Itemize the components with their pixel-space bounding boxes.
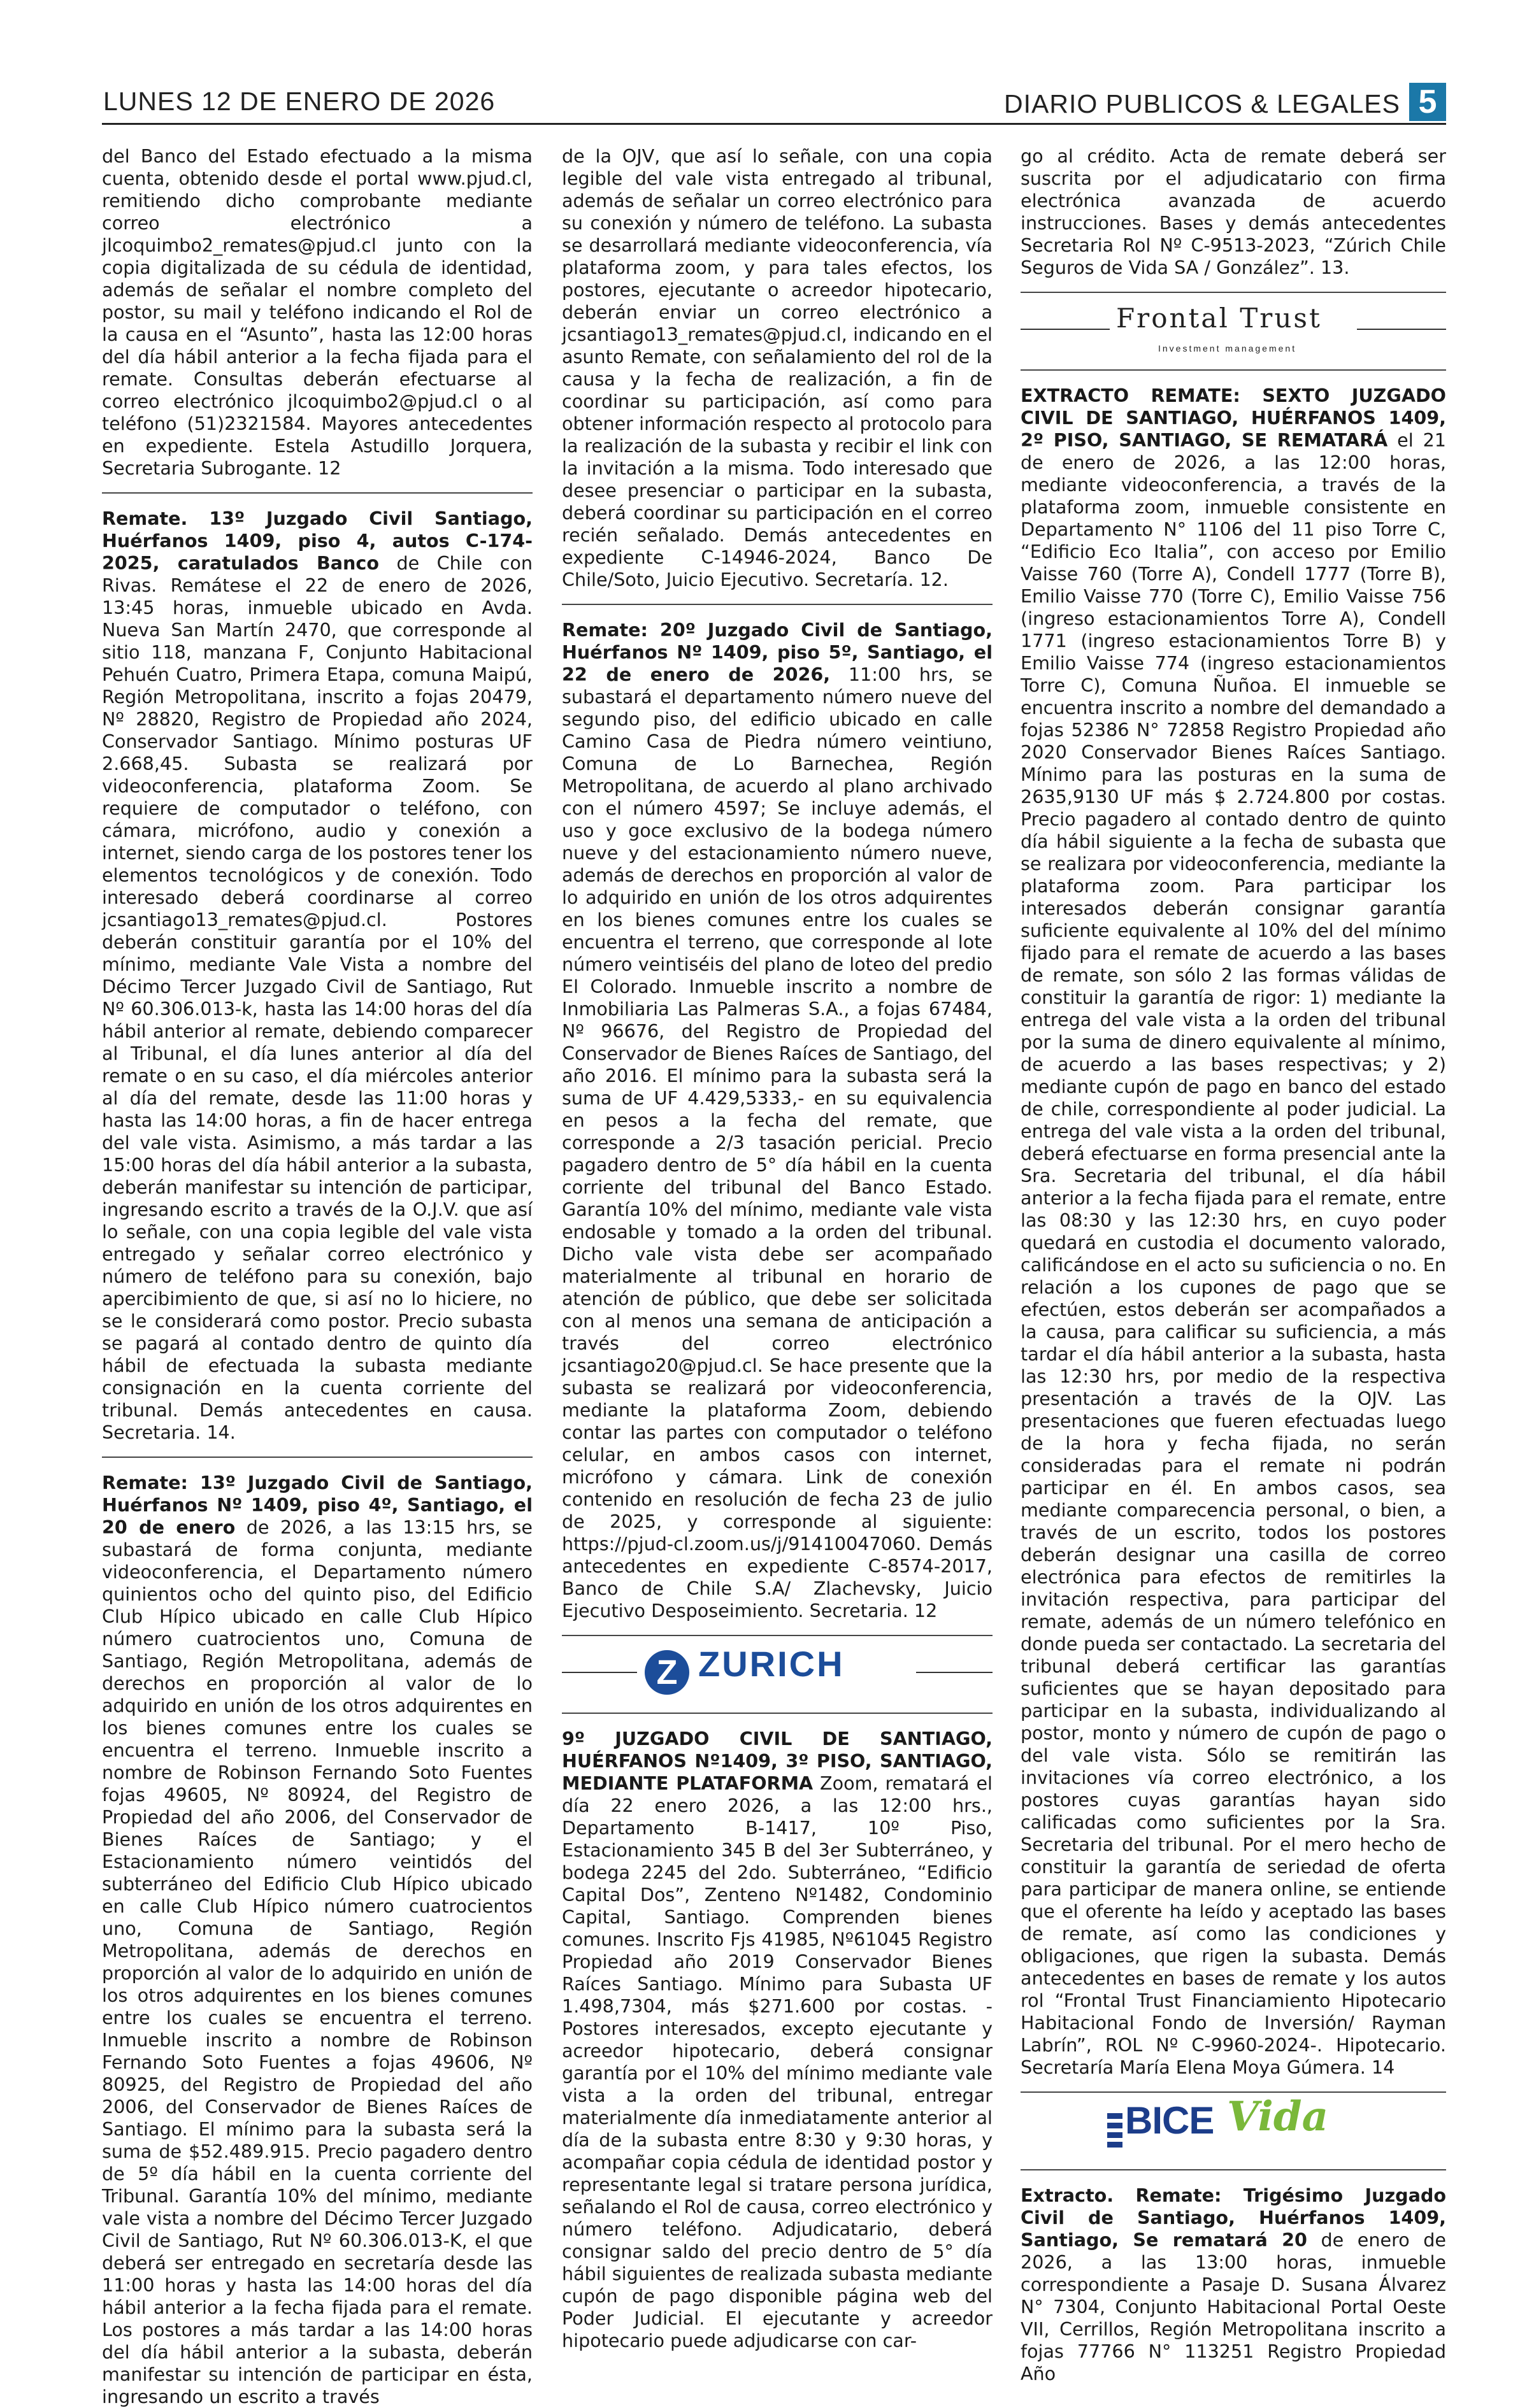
notice-body: 11:00 hrs, se subastará el departamento número nueve del segundo piso, del edificio ubicado en calle Camino Casa de Piedra número veintiuno, Comuna de Lo Barnechea, Región Metropolitana, de acuerdo al plano archivado con el número 4597; Se incluye además, el uso y goce exclusivo de la bodega número nueve y del estacionamiento número nueve, además de derechos en proporción al valor de lo adquirido en unión de los otros adquirentes en los bienes comunes entre los cuales se encuentra el terreno, que corresponde al lote número veintiséis del plano de loteo del predio El Colorado. Inmueble inscrito a nombre de Inmobiliaria Las Palmeras S.A., a fojas 67484, Nº 96676, del Registro de Propiedad del Conservador de Bienes Raíces de Santiago, del año 2016. El mínimo para la subasta será la suma de UF 4.429,5333,- en su equivalencia en pesos a la fecha del remate, que corresponde a 2/3 tasación pericial. Precio pagadero dentro de 5° día hábil en la cuenta corriente del tribunal del Banco Estado. Garantía 10% del mínimo, mediante vale vista endosable y tomado a la orden del tribunal. Dicho vale vista debe ser acompañado materialmente al tribunal en horario de atención de público, que debe ser solicitada con al menos una semana de anticipación a través del correo electrónico jcsantiago20@pjud.cl. Se hace presente que la subasta se realizará por videoconferencia, mediante la plataforma Zoom, debiendo contar las partes con computador o teléfono celular, en ambos casos con internet, micrófono y cámara. Link de conexión contenido en resolución de fecha 23 de julio de 2025, y corresponde al siguiente: https://pjud-cl.zoom.us/j/91410047060. Demás antecedentes en expediente C-8574-2017, Banco de Chile S.A/ Zlachevsky, Juicio Ejecutivo Desposeimiento. Secretaria. 12	[562, 664, 993, 1621]
notice	[1021, 2184, 1446, 2385]
publication-title: DIARIO PUBLICOS & LEGALES	[1004, 89, 1400, 118]
notice-body: Zoom, rematará el día 22 enero 2026, a las 12:00 hrs., Departamento B-1417, 10º Piso, Estacionamiento 345 B del 3er Subterráneo, y bodega 2245 del 2do. Subterráneo, “Edificio Capital Dos”, Zenteno Nº1482, Condominio Capital, Santiago. Comprenden bienes comunes. Inscrito Fjs 41985, Nº61045 Registro Propiedad año 2019 Conservador Bienes Raíces Santiago. Mínimo para Subasta UF 1.498,7304, más $271.600 por costas. -Postores interesados, excepto ejecutante y acreedor hipotecario, deberá consignar garantía por el 10% del mínimo mediante vale vista a la orden del tribunal, entregar materialmente día inmediatamente anterior al día de la subasta entre 8:30 y 9:30 horas, y acompañar copia cédula de identidad postor y representante legal si tratare persona jurídica, señalando el Rol de causa, correo electrónico y número teléfono. Adjudicatario, deberá consignar saldo del precio dentro de 5° día hábil siguientes de realizada subasta mediante cupón de pago disponible página web del Poder Judicial. El ejecutante y acreedor hipotecario puede adjudicarse con car-	[562, 1772, 993, 2351]
notice	[562, 619, 993, 1622]
notice-separator	[102, 492, 533, 494]
logo-rule-right	[1357, 329, 1446, 330]
notice-body: de Chile con Rivas. Remátese el 22 de enero de 2026, 13:45 horas, inmueble ubicado en Avda. Nueva San Martín 2470, que corresponde al sitio 118, manzana F, Conjunto Habitacional Pehuén Cuatro, Primera Etapa, comuna Maipú, Región Metropolitana, inscrito a fojas 20479, Nº 28820, Registro de Propiedad año 2024, Conservador Santiago. Mínimo posturas UF 2.668,45. Subasta se realizará por videoconferencia, plataforma Zoom. Se requiere de computador o teléfono, con cámara, micrófono, audio y conexión a internet, siendo carga de los postores tener los elementos tecnológicos y de conexión. Todo interesado deberá coordinarse al correo jcsantiago13_remates@pjud.cl. Postores deberán constituir garantía por el 10% del mínimo, mediante Vale Vista a nombre del Décimo Tercer Juzgado Civil de Santiago, Rut Nº 60.306.013-k, hasta las 14:00 horas del día hábil anterior al remate, debiendo comparecer al Tribunal, el día lunes anterior al día del remate o en su caso, el día miércoles anterior al día del remate, desde las 11:00 horas y hasta las 14:00 horas, a fin de hacer entrega del vale vista. Asimismo, a más tardar a las 15:00 horas del día hábil anterior a la subasta, deberán manifestar su intención de participar, ingresando escrito a través de la O.J.V. que así lo señale, con una copia legible del vale vista entregado y señalar correo electrónico y número de teléfono para su conexión, bajo apercibimiento de que, si así no lo hiciere, no se le considerará como postor. Precio subasta se pagará al contado dentro de quinto día hábil de efectuada la subasta mediante consignación en la cuenta corriente del tribunal. Demás antecedentes en causa. Secretaria. 14.	[102, 552, 533, 1443]
notice-heading: 9º JUZGADO CIVIL DE SANTIAGO, HUÉRFANOS Nº1409, 3º PISO, SANTIAGO, MEDIANTE PLATAFORMA	[562, 1728, 993, 1794]
notice-body: el 21 de enero de 2026, a las 12:00 horas, mediante videoconferencia, a través de la plataforma zoom, inmueble consistente en Departamento N° 1106 del 11 piso Torre C, “Edificio Eco Italia”, con acceso por Emilio Vaisse 760 (Torre A), Condell 1777 (Torre B), Emilio Vaisse 770 (Torre C), Emilio Vaisse 756 (ingreso estacionamientos Torre A), Condell 1771 (ingreso estacionamientos Torre B) y Emilio Vaisse 774 (ingreso estacionamientos Torre C), Comuna Ñuñoa. El inmueble se encuentra inscrito a nombre del demandado a fojas 52386 N° 72858 Registro Propiedad año 2020 Conservador Bienes Raíces Santiago. Mínimo para las posturas en la suma de 2635,9130 UF más $ 2.724.800 por costas. Precio pagadero al contado dentro de quinto día hábil siguiente a la fecha de subasta que se realizara por videoconferencia, mediante la plataforma zoom. Para participar los interesados deberán consignar garantía suficiente equivalente al 10% del del mínimo fijado para el remate de acuerdo a las bases de remate, son sólo 2 las formas válidas de constituir la garantía de rigor: 1) mediante la entrega del vale vista a la orden del tribunal por la suma de dinero equivalente al mínimo, de acuerdo a las bases respectivas; y 2) mediante cupón de pago en banco del estado de chile, correspondiente al poder judicial. La entrega del vale vista a la orden del tribunal, deberá efectuarse en forma presencial ante la Sra. Secretaria del tribunal, el día hábil anterior a la fecha fijada para el remate, entre las 08:30 y las 12:30 hrs, en cuyo poder quedará en custodia el documento valorado, calificándose en el acto su suficiencia o no. En relación a los cupones de pago que se efectúen, estos deberán ser acompañados a la causa, para calificar su suficiencia, a más tardar el día hábil anterior a la subasta, hasta las 12:30 hrs, por medio de la respectiva presentación a través de la OJV. Las presentaciones que fueren efectuadas luego de la hora y fecha fijada, no serán consideradas para el remate ni podrán participar en él. En ambos casos, sea mediante comparecencia personal, o bien, a través de un escrito, todos los postores deberán designar una casilla de correo electrónica para efectos de remitirles la invitación respectiva, para participar del remate, además de un número telefónico en donde pueda ser contactado. La secretaria del tribunal deberá certificar las garantías suficientes que se hayan depositado para participar en la subasta, individualizando al postor, monto y número de cupón de pago o del vale vista. Sólo se remitirán las invitaciones vía correo electrónico, a los postores cuyas garantías hayan sido calificadas como suficientes por la Sra. Secretaria del tribunal. Por el mero hecho de constituir la garantía de seriedad de oferta para participar de manera online, se entiende que el oferente ha leído y aceptado las bases de remate, así como las condiciones y obligaciones, que rigen la subasta. Demás antecedentes en bases de remate y los autos rol “Frontal Trust Financiamiento Hipotecario Habitacional Fondo de Inversión/ Rayman Labrín”, ROL Nº C-9960-2024-. Hipotecario. Secretaría María Elena Moya Gúmera. 14	[1021, 429, 1446, 2078]
bice-wordmark: BICE	[1125, 2099, 1214, 2142]
notice-separator	[562, 604, 993, 605]
notice-heading: EXTRACTO REMATE: SEXTO JUZGADO CIVIL DE SANTIAGO, HUÉRFANOS 1409, 2º PISO, SANTIAGO, SE REMATARÁ	[1021, 385, 1446, 451]
notice-body: del Banco del Estado efectuado a la misma cuenta, obtenido desde el portal www.pjud.cl, remitiendo dicho comprobante mediante correo electrónico a jlcoquimbo2_remates@pjud.cl junto con la copia digitalizada de su cédula de identidad, además de señalar el nombre completo del postor, su mail y teléfono indicando el Rol de la causa en el “Asunto”, hasta las 12:00 horas del día hábil anterior a la fecha fijada para el remate. Consultas deberán efectuarse al correo electrónico jlcoquimbo2@pjud.cl o al teléfono (51)2321584. Mayores antecedentes en expediente. Estela Astudillo Jorquera, Secretaria Subrogante. 12	[102, 145, 533, 479]
notice-separator	[1021, 2169, 1446, 2170]
notice	[562, 1728, 993, 2352]
notice-separator	[102, 1457, 533, 1458]
notice-body: de 2026, a las 13:15 hrs, se subastará de forma conjunta, mediante videoconferencia, el Departamento número quinientos ocho del quinto piso, del Edificio Club Hípico ubicado en calle Club Hípico número cuatrocientos uno, Comuna de Santiago, Región Metropolitana, además de derechos en proporción al valor de lo adquirido en unión de los otros adquirentes en los bienes comunes entre los cuales se encuentra el terreno. Inmueble inscrito a nombre de Robinson Fernando Soto Fuentes fojas 49605, Nº 80924, del Registro de Propiedad del año 2006, del Conservador de Bienes Raíces de Santiago; y el Estacionamiento número veintidós del subterráneo del Edificio Club Hípico ubicado en calle Club Hípico número cuatrocientos uno, Comuna de Santiago, Región Metropolitana, además de derechos en proporción al valor de lo adquirido en unión de los otros adquirentes en los bienes comunes entre los cuales se encuentra el terreno. Inmueble inscrito a nombre de Robinson Fernando Soto Fuentes a fojas 49606, Nº 80925, del Registro de Propiedad del año 2006, del Conservador de Bienes Raíces de Santiago. El mínimo para la subasta será la suma de $52.489.915. Precio pagadero dentro de 5º día hábil en la cuenta corriente del Tribunal. Garantía 10% del mínimo, mediante vale vista a nombre del Décimo Tercer Juzgado Civil de Santiago, Rut Nº 60.306.013-K, el que deberá ser entregado en secretaría desde las 11:00 horas y hasta las 14:00 horas del día hábil anterior a la fecha fijada para el remate. Los postores a más tardar a las 14:00 horas del día hábil anterior a la subasta, deberán manifestar su intención de participar en ésta, ingresando un escrito a través	[102, 1516, 533, 2407]
zurich-logo	[562, 1644, 993, 1693]
frontal-trust-tagline: Investment management	[1158, 343, 1297, 353]
column-3	[1021, 145, 1446, 2385]
notice	[1021, 385, 1446, 2079]
notice-body: de la OJV, que así lo señale, con una copia legible del vale vista entregado al tribunal, además de señalar un correo electrónico para su conexión y número de teléfono. La subasta se desarrollará mediante videoconferencia, vía plataforma zoom, y para tales efectos, los postores, ejecutante o acreedor hipotecario, deberán enviar un correo electrónico a jcsantiago13_remates@pjud.cl, indicando en el asunto Remate, con señalamiento del rol de la causa y la fecha de realización, a fin de coordinar su participación, así como para obtener información respecto al protocolo para la realización de la subasta y recibir el link con la invitación a la misma. Todo interesado que desee presenciar o participar en la subasta, deberá coordinar su participación en el correo recién señalado. Demás antecedentes en expediente C-14946-2024, Banco De Chile/Soto, Juicio Ejecutivo. Secretaría. 12.	[562, 145, 993, 590]
vida-wordmark: Vida	[1227, 2093, 1329, 2141]
notice-heading: Remate: 20º Juzgado Civil de Santiago, Huérfanos Nº 1409, piso 5º, Santiago, el 22 de enero de 2026,	[562, 619, 993, 685]
zurich-mark-icon: Z	[645, 1650, 689, 1695]
zurich-wordmark: ZURICH	[698, 1644, 845, 1684]
bice-bars-icon	[1107, 2113, 1122, 2151]
logo-rule-left	[1021, 329, 1110, 330]
logo-rule-left	[562, 1672, 637, 1673]
notice	[102, 508, 533, 1444]
notice-body: go al crédito. Acta de remate deberá ser suscrita por el adjudicatario con firma electrónica avanzada de acuerdo instrucciones. Bases y demás antecedentes Secretaria Rol Nº C-9513-2023, “Zúrich Chile Seguros de Vida SA / González”. 13.	[1021, 145, 1446, 278]
column-2	[562, 145, 993, 2352]
header-rule	[102, 123, 1446, 125]
notice-body: de enero de 2026, a las 13:00 horas, inmueble correspondiente a Pasaje D. Susana Álvarez N° 7304, Conjunto Habitacional Portal Oeste VII, Cerrillos, Región Metropolitana inscrito a fojas 77766 N° 113251 Registro Propiedad Año	[1021, 2229, 1446, 2384]
issue-date: LUNES 12 DE ENERO DE 2026	[103, 87, 496, 116]
page-number-badge: 5	[1409, 83, 1446, 121]
notice-separator	[562, 1713, 993, 1714]
bice-vida-logo	[1021, 2093, 1446, 2150]
frontal-trust-wordmark: Frontal Trust	[1116, 303, 1322, 334]
notice-heading: Remate. 13º Juzgado Civil Santiago, Huérfanos 1409, piso 4, autos C-174-2025, caratulados Banco	[102, 508, 533, 574]
notice-heading: Remate: 13º Juzgado Civil de Santiago, Huérfanos Nº 1409, piso 4º, Santiago, el 20 de enero	[102, 1472, 533, 1538]
notice	[102, 1472, 533, 2408]
notice-separator	[1021, 292, 1446, 293]
column-1	[102, 145, 533, 2408]
frontal-trust-logo	[1021, 303, 1446, 353]
notice-heading: Extracto. Remate: Trigésimo Juzgado Civil de Santiago, Huérfanos 1409, Santiago, Se rematará 20	[1021, 2184, 1446, 2251]
logo-rule-right	[916, 1672, 993, 1673]
notice-separator	[562, 1635, 993, 1636]
notice-separator	[1021, 369, 1446, 371]
page-header	[102, 83, 1446, 121]
